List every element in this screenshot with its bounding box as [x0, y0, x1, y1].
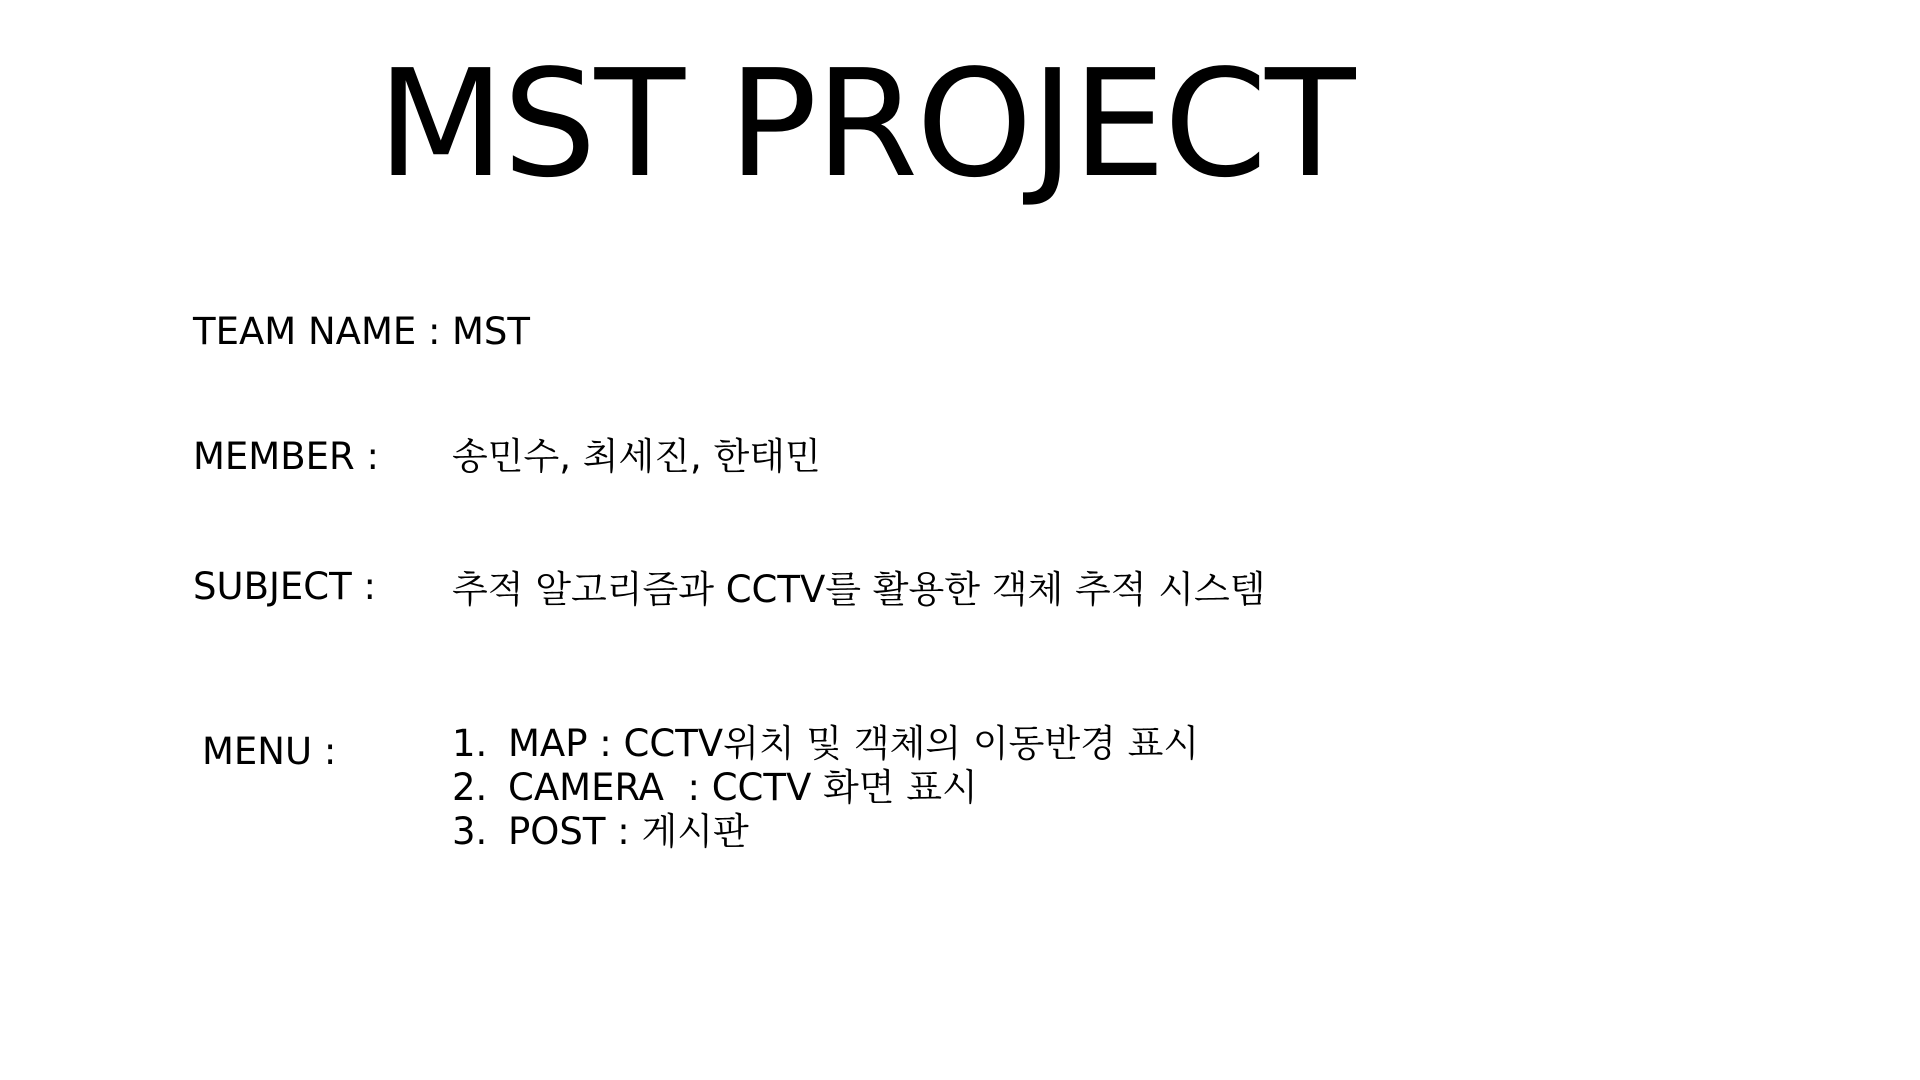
team-name-label: TEAM NAME : [193, 310, 441, 353]
subject-value: 추적 알고리즘과 CCTV를 활용한 객체 추적 시스템 [452, 568, 1266, 611]
menu-list [452, 722, 1199, 854]
menu-item-number: 3. [452, 810, 488, 853]
menu-item-text: MAP : CCTV위치 및 객체의 이동반경 표시 [508, 722, 1200, 765]
member-label: MEMBER : [193, 435, 379, 478]
team-name-value: MST [452, 310, 531, 353]
member-value: 송민수, 최세진, 한태민 [452, 435, 821, 478]
subject-label: SUBJECT : [193, 565, 376, 608]
menu-item-text: CAMERA : CCTV 화면 표시 [508, 766, 978, 809]
menu-item-number: 2. [452, 766, 488, 809]
menu-item-map [452, 722, 1199, 766]
menu-item-text: POST : 게시판 [508, 810, 749, 853]
slide-title: MST PROJECT [377, 38, 1354, 210]
menu-label: MENU : [202, 730, 337, 773]
menu-item-camera [452, 766, 1199, 810]
menu-item-post [452, 810, 1199, 854]
menu-item-number: 1. [452, 722, 488, 765]
